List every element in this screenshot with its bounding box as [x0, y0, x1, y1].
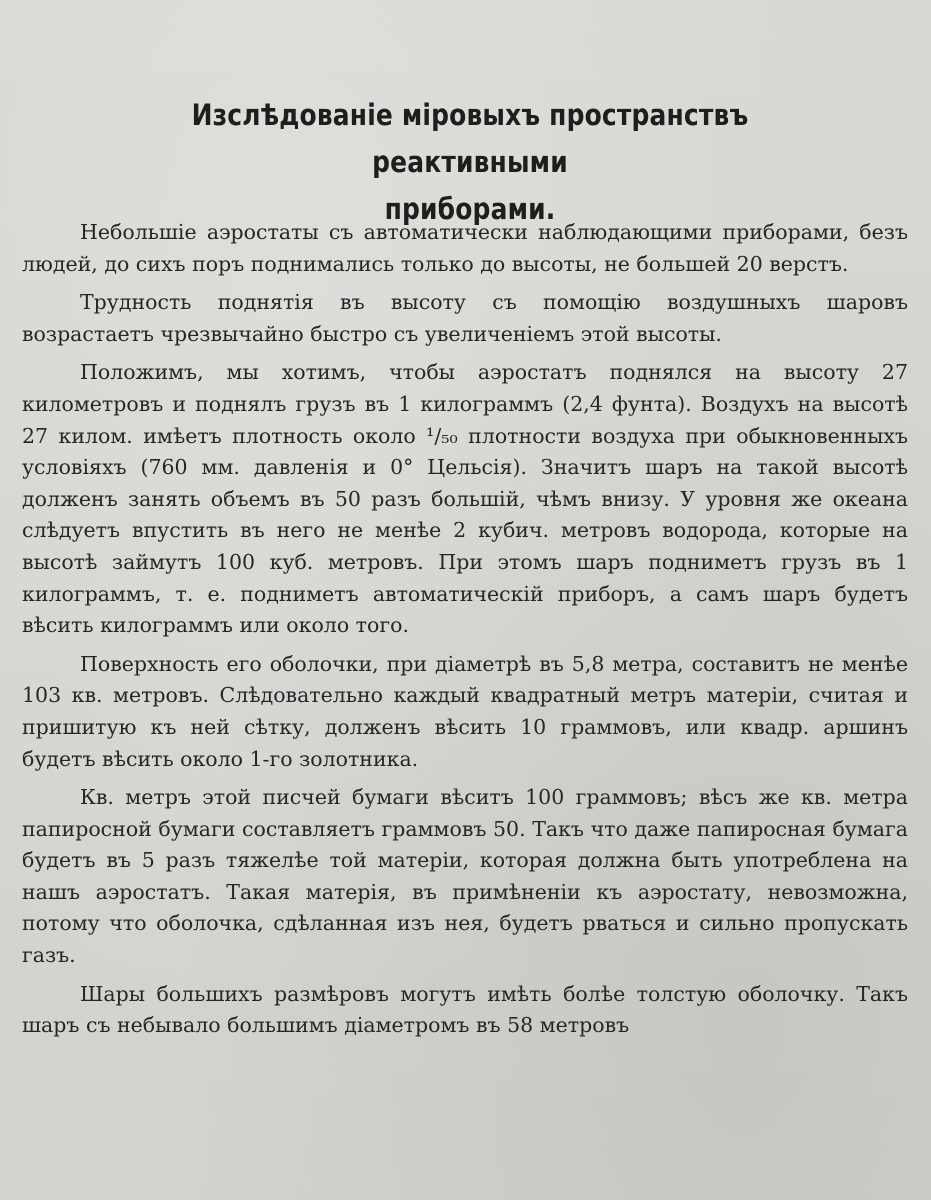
- paragraph-4: Поверхность его оболочки, при діаметрѣ въ 5,8 метра, составитъ не менѣе 103 кв. метровъ. Слѣдовательно каждый квадратный метръ матеріи, считая и пришитую къ ней сѣтку, долженъ вѣсить 10 граммовъ, или квадр. аршинъ будетъ вѣсить около 1-го золотника.: [22, 651, 908, 771]
- paragraph-5: Кв. метръ этой писчей бумаги вѣситъ 100 граммовъ; вѣсъ же кв. метра папиросной бумаги составляетъ граммовъ 50. Такъ что даже папиросная бумага будетъ въ 5 разъ тяжелѣе той матеріи, которая должна быть употреблена на нашъ аэростатъ. Такая матерія, въ примѣненіи къ аэростату, невозможна, потому что оболочка, сдѣланная изъ нея, будетъ рваться и сильно пропускать газъ.: [22, 785, 908, 968]
- paragraph-6: Шары большихъ размѣровъ могутъ имѣть болѣе толстую оболочку. Такъ шаръ съ небывало большимъ діаметромъ въ 58 метровъ: [22, 981, 908, 1038]
- page-title: [100, 92, 840, 233]
- title-line-1: Изслѣдованіе міровыхъ пространствъ реактивными: [191, 98, 749, 179]
- paragraph-1: Небольшіе аэростаты съ автоматически наблюдающими приборами, безъ людей, до сихъ поръ поднимались только до высоты, не большей 20 верстъ.: [22, 220, 908, 276]
- title-line-2: приборами.: [384, 192, 556, 226]
- body-text: [22, 217, 908, 1049]
- paragraph-2: Трудность поднятія въ высоту съ помощію воздушныхъ шаровъ возрастаетъ чрезвычайно быстро съ увеличеніемъ этой высоты.: [22, 290, 908, 346]
- paragraph-3: Положимъ, мы хотимъ, чтобы аэростатъ поднялся на высоту 27 километровъ и поднялъ грузъ въ 1 килограммъ (2,4 фунта). Воздухъ на высотѣ 27 килом. имѣетъ плотность около ¹/₅₀ плотности воздуха при обыкновенныхъ условіяхъ (760 мм. давленія и 0° Цельсія). Значитъ шаръ на такой высотѣ долженъ занять объемъ въ 50 разъ большій, чѣмъ внизу. У уровня же океана слѣдуетъ впустить въ него не менѣе 2 кубич. метровъ водорода, которые на высотѣ займутъ 100 куб. метровъ. При этомъ шаръ подниметъ грузъ въ 1 килограммъ, т. е. подниметъ автоматическій приборъ, а самъ шаръ будетъ вѣсить килограммъ или около того.: [22, 360, 908, 638]
